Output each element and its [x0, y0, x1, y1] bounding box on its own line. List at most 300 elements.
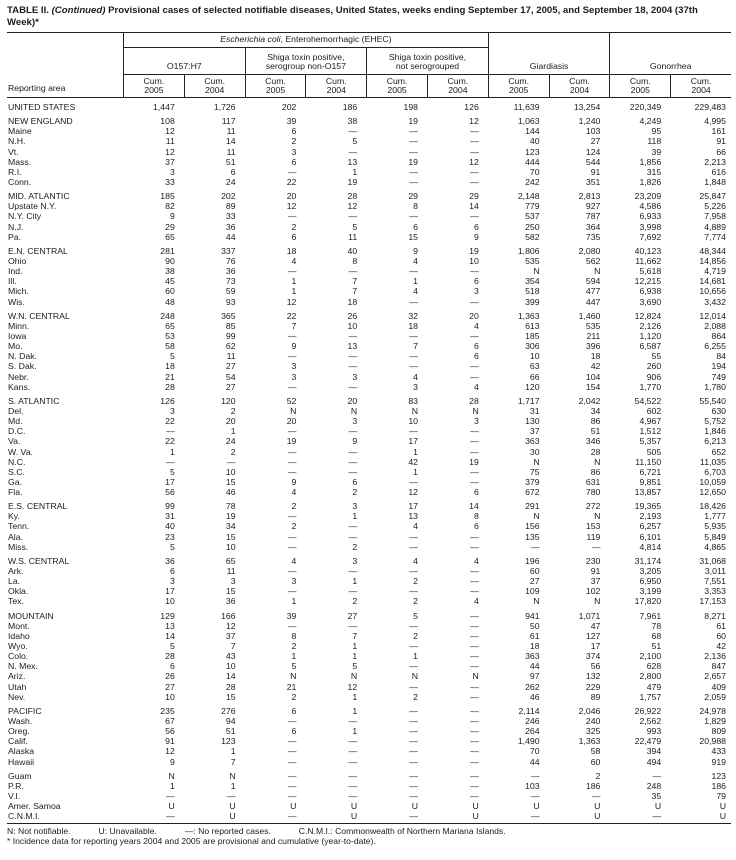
value-cell: —: [470, 641, 479, 652]
value-cell: 260: [646, 361, 662, 372]
value-cell: 40: [529, 136, 540, 147]
value-cell: 248: [160, 310, 175, 321]
value-cell: —: [287, 780, 297, 791]
value-cell: 55: [651, 351, 662, 362]
value-cell: 126: [464, 102, 479, 112]
area-cell: Okla.: [8, 586, 29, 597]
value-cell: 494: [646, 756, 662, 767]
value-cell: 18: [347, 296, 358, 307]
value-cell: —: [348, 746, 358, 757]
column-header-cum-8: Cum. 2004: [549, 75, 610, 97]
value-cell: 26: [165, 671, 175, 682]
value-cell: 6: [473, 351, 479, 362]
value-cell: 6,950: [639, 576, 662, 587]
region-block: [7, 116, 731, 187]
value-cell: 13,254: [573, 102, 601, 112]
value-cell: 6: [413, 221, 418, 232]
value-cell: —: [348, 361, 358, 372]
table-row: [7, 276, 731, 286]
value-cell: —: [348, 266, 358, 277]
value-cell: 196: [525, 555, 540, 566]
value-cell: 10,059: [699, 476, 726, 487]
value-cell: 20: [225, 416, 236, 427]
value-cell: 103: [525, 780, 540, 791]
value-cell: 11: [226, 146, 236, 157]
value-cell: —: [470, 681, 479, 692]
value-cell: 50: [529, 620, 540, 631]
shiga-non-o157-line2: serogroup non-O157: [265, 61, 346, 72]
table-row: [7, 746, 731, 756]
value-cell: —: [287, 811, 297, 822]
table-row: [7, 321, 731, 331]
table-row: [7, 222, 731, 232]
value-cell: 27: [225, 381, 236, 392]
value-cell: —: [470, 176, 479, 187]
value-cell: —: [409, 266, 418, 277]
value-cell: 1,240: [578, 116, 601, 127]
value-cell: 2,100: [639, 651, 662, 662]
value-cell: 847: [711, 661, 726, 672]
value-cell: 1: [291, 596, 297, 607]
area-cell: D.C.: [8, 426, 26, 437]
value-cell: 1,780: [704, 381, 726, 392]
value-cell: 19: [286, 436, 297, 447]
value-cell: 1,846: [704, 426, 726, 437]
value-cell: 5: [352, 661, 358, 672]
value-cell: 186: [585, 780, 601, 791]
area-cell: Iowa: [8, 330, 27, 341]
value-cell: 14: [165, 630, 175, 641]
value-cell: 4: [473, 555, 479, 566]
value-cell: 202: [221, 191, 236, 202]
value-cell: 4: [291, 555, 297, 566]
table-row: [7, 682, 731, 692]
value-cell: 12,215: [634, 276, 662, 287]
value-cell: 42: [408, 456, 418, 467]
value-cell: 672: [525, 487, 540, 498]
value-cell: 12,824: [634, 310, 662, 321]
value-cell: 6: [291, 705, 297, 716]
value-cell: 1,363: [578, 736, 601, 747]
value-cell: —: [409, 791, 418, 801]
value-cell: 102: [585, 586, 601, 597]
table-row: [7, 671, 731, 681]
value-cell: 2: [413, 596, 418, 607]
value-cell: 8: [473, 511, 479, 522]
value-cell: 4,249: [639, 116, 662, 127]
value-cell: 2,213: [704, 156, 726, 167]
value-cell: —: [287, 511, 297, 522]
value-cell: N: [594, 511, 601, 522]
value-cell: 7: [230, 756, 236, 767]
value-cell: 53: [165, 330, 175, 341]
value-cell: —: [409, 780, 418, 791]
value-cell: —: [409, 211, 418, 222]
value-cell: 2: [291, 136, 297, 147]
area-cell: W.S. CENTRAL: [8, 555, 70, 566]
table-row: [7, 487, 731, 497]
value-cell: 5: [169, 351, 175, 362]
column-header-cum-3: Cum. 2005: [245, 75, 306, 97]
value-cell: 17: [590, 641, 601, 652]
value-cell: 10: [347, 320, 358, 331]
value-cell: 6: [291, 126, 297, 137]
table-row: [7, 771, 731, 781]
value-cell: 2,813: [578, 191, 601, 202]
area-cell: P.R.: [8, 780, 24, 791]
value-cell: 1: [230, 780, 236, 791]
value-cell: —: [409, 566, 418, 577]
value-cell: 9: [413, 245, 418, 256]
value-cell: —: [287, 620, 297, 631]
value-cell: 117: [221, 116, 236, 127]
value-cell: —: [470, 610, 479, 621]
area-cell: Alaska: [8, 746, 35, 757]
value-cell: —: [348, 521, 358, 532]
value-cell: 363: [525, 651, 540, 662]
table-title: [7, 5, 729, 28]
value-cell: 5,226: [704, 201, 726, 212]
o157h7-label: O157:H7: [166, 61, 202, 72]
value-cell: 56: [165, 726, 175, 737]
value-cell: 7,551: [704, 576, 726, 587]
value-cell: 1,726: [213, 102, 236, 112]
value-cell: —: [409, 641, 418, 652]
value-cell: 1,460: [578, 310, 601, 321]
value-cell: 40: [165, 521, 175, 532]
column-group-ehec: [123, 33, 488, 48]
value-cell: 186: [711, 780, 726, 791]
region-block: [7, 706, 731, 767]
value-cell: —: [287, 466, 297, 477]
area-cell: Ariz.: [8, 671, 26, 682]
value-cell: 1: [352, 576, 358, 587]
value-cell: 5: [169, 541, 175, 552]
table-row: [7, 556, 731, 566]
value-cell: 780: [585, 487, 601, 498]
column-header-cum-1: Cum. 2005: [123, 75, 184, 97]
region-block: [7, 311, 731, 392]
value-cell: 6: [169, 661, 175, 672]
value-cell: N: [472, 405, 479, 416]
value-cell: U: [350, 801, 358, 812]
value-cell: 3: [352, 501, 358, 512]
area-cell: N.C.: [8, 456, 26, 467]
value-cell: 447: [585, 296, 601, 307]
column-header-reporting-area: Reporting area: [8, 83, 66, 93]
value-cell: —: [226, 456, 236, 467]
table-row: [7, 126, 731, 136]
table-row: [7, 457, 731, 467]
column-group-o157h7: [123, 48, 245, 75]
value-cell: 45: [165, 276, 175, 287]
table-row: [7, 467, 731, 477]
value-cell: 39: [286, 116, 297, 127]
value-cell: 8: [291, 630, 297, 641]
region-block: [7, 191, 731, 242]
value-cell: 20: [469, 310, 479, 321]
value-cell: 3,690: [639, 296, 662, 307]
value-cell: —: [287, 211, 297, 222]
value-cell: —: [470, 266, 479, 277]
area-cell: Ala.: [8, 531, 23, 542]
value-cell: 123: [221, 736, 236, 747]
value-cell: 60: [716, 630, 726, 641]
value-cell: 6,721: [639, 466, 662, 477]
area-cell: V.I.: [8, 791, 21, 801]
value-cell: —: [348, 620, 358, 631]
value-cell: 104: [585, 371, 601, 382]
value-cell: 39: [286, 610, 297, 621]
table-row: [7, 102, 731, 112]
table-row: [7, 246, 731, 256]
value-cell: 22: [286, 310, 297, 321]
value-cell: —: [287, 791, 297, 801]
value-cell: N: [594, 456, 601, 467]
value-cell: —: [470, 726, 479, 737]
value-cell: —: [470, 446, 479, 457]
table-row: [7, 511, 731, 521]
value-cell: 1: [352, 166, 358, 177]
value-cell: 272: [585, 501, 601, 512]
value-cell: 124: [585, 146, 601, 157]
value-cell: 15: [225, 586, 236, 597]
value-cell: 5,357: [639, 436, 662, 447]
value-cell: —: [530, 811, 540, 822]
value-cell: 6: [473, 521, 479, 532]
value-cell: —: [470, 705, 479, 716]
value-cell: 1: [230, 426, 236, 437]
value-cell: 7,774: [704, 231, 726, 242]
value-cell: 21: [165, 371, 175, 382]
table-row: [7, 532, 731, 542]
value-cell: 6,703: [704, 466, 726, 477]
region-block: [7, 611, 731, 702]
value-cell: 118: [647, 136, 662, 147]
value-cell: 120: [525, 381, 540, 392]
value-cell: 229,483: [694, 102, 726, 112]
value-cell: 363: [525, 436, 540, 447]
table-row: [7, 351, 731, 361]
region-block: [7, 771, 731, 822]
table-row: [7, 116, 731, 126]
value-cell: 37: [225, 630, 236, 641]
table-row: [7, 791, 731, 801]
value-cell: —: [166, 811, 175, 822]
value-cell: —: [287, 381, 297, 392]
value-cell: 31,174: [634, 555, 662, 566]
value-cell: 47: [590, 620, 601, 631]
value-cell: 242: [525, 176, 540, 187]
value-cell: 46: [529, 691, 540, 702]
value-cell: 3: [230, 576, 236, 587]
value-cell: 12: [469, 156, 479, 167]
value-cell: 51: [651, 641, 662, 652]
value-cell: N: [290, 671, 297, 682]
value-cell: 44: [529, 756, 540, 767]
area-cell: Mass.: [8, 156, 32, 167]
value-cell: 230: [585, 555, 601, 566]
value-cell: —: [470, 770, 479, 781]
value-cell: 3: [291, 146, 297, 157]
value-cell: N: [350, 405, 358, 416]
area-cell: E.N. CENTRAL: [8, 245, 68, 256]
value-cell: 9,851: [639, 476, 662, 487]
value-cell: 2: [291, 641, 297, 652]
value-cell: 28: [165, 381, 175, 392]
value-cell: 7,692: [639, 231, 662, 242]
value-cell: 2,193: [639, 511, 662, 522]
value-cell: 19: [469, 245, 479, 256]
value-cell: 202: [281, 102, 297, 112]
value-cell: 8: [352, 255, 358, 266]
column-group-shiga-not-serogrouped: [366, 48, 488, 75]
value-cell: 11: [226, 126, 236, 137]
value-cell: 518: [525, 286, 540, 297]
value-cell: 13,857: [634, 487, 662, 498]
value-cell: 26,922: [634, 705, 662, 716]
value-cell: —: [348, 446, 358, 457]
value-cell: 99: [165, 501, 175, 512]
value-cell: 32: [408, 310, 418, 321]
giardiasis-label: Giardiasis: [529, 61, 569, 72]
value-cell: 1,120: [639, 330, 662, 341]
region-block: [7, 501, 731, 552]
value-cell: N: [472, 671, 479, 682]
area-cell: Amer. Samoa: [8, 801, 61, 812]
value-cell: —: [409, 811, 418, 822]
value-cell: 6,938: [639, 286, 662, 297]
value-cell: 4: [413, 371, 418, 382]
value-cell: 67: [165, 716, 175, 727]
value-cell: 1: [291, 276, 297, 287]
value-cell: 19: [225, 511, 236, 522]
value-cell: —: [470, 166, 479, 177]
column-header-cum-9: Cum. 2005: [609, 75, 670, 97]
value-cell: 631: [585, 476, 601, 487]
table-row: [7, 566, 731, 576]
value-cell: —: [530, 541, 540, 552]
table-row: [7, 586, 731, 596]
table-row: [7, 256, 731, 266]
value-cell: 2,042: [578, 395, 601, 406]
value-cell: 1: [352, 641, 358, 652]
value-cell: 2,657: [704, 671, 726, 682]
value-cell: 262: [525, 681, 540, 692]
value-cell: 135: [525, 531, 540, 542]
value-cell: 594: [585, 276, 601, 287]
area-cell: NEW ENGLAND: [8, 116, 73, 127]
value-cell: 97: [529, 671, 540, 682]
value-cell: —: [470, 566, 479, 577]
value-cell: U: [594, 801, 601, 812]
value-cell: 6,213: [704, 436, 726, 447]
value-cell: 4,586: [639, 201, 662, 212]
area-cell: Utah: [8, 681, 27, 692]
value-cell: 65: [225, 555, 236, 566]
value-cell: —: [287, 746, 297, 757]
value-cell: 185: [525, 330, 540, 341]
value-cell: 3: [169, 166, 175, 177]
column-group-shiga-non-o157: [245, 48, 367, 75]
value-cell: 906: [646, 371, 662, 382]
value-cell: 6: [473, 276, 479, 287]
value-cell: 54: [225, 371, 236, 382]
value-cell: 5: [352, 136, 358, 147]
value-cell: 652: [711, 446, 726, 457]
value-cell: 31: [529, 405, 540, 416]
value-cell: 264: [525, 726, 540, 737]
legend-not-notifiable: N: Not notifiable.: [7, 825, 71, 836]
value-cell: —: [470, 330, 479, 341]
value-cell: 4: [473, 381, 479, 392]
value-cell: —: [470, 531, 479, 542]
table-row: [7, 611, 731, 621]
table-row: [7, 396, 731, 406]
value-cell: 29: [469, 191, 479, 202]
region-block: [7, 396, 731, 497]
value-cell: 809: [711, 726, 726, 737]
value-cell: —: [409, 136, 418, 147]
table-row: [7, 191, 731, 201]
value-cell: 616: [711, 166, 726, 177]
table-row: [7, 781, 731, 791]
value-cell: —: [470, 630, 479, 641]
value-cell: 13: [408, 511, 418, 522]
value-cell: —: [348, 146, 358, 157]
value-cell: 46: [225, 487, 236, 498]
value-cell: 2: [291, 221, 297, 232]
value-cell: 10: [225, 541, 236, 552]
value-cell: 2,136: [704, 651, 726, 662]
area-cell: N.J.: [8, 221, 24, 232]
value-cell: 3: [473, 416, 479, 427]
value-cell: 65: [165, 320, 175, 331]
value-cell: 409: [711, 681, 726, 692]
value-cell: 12: [165, 146, 175, 157]
value-cell: 27: [529, 576, 540, 587]
table-row: [7, 286, 731, 296]
value-cell: 15: [225, 476, 236, 487]
value-cell: 28: [347, 191, 358, 202]
value-cell: 19: [408, 156, 418, 167]
region-block: [7, 556, 731, 607]
value-cell: 25,847: [699, 191, 726, 202]
value-cell: 13: [165, 620, 175, 631]
value-cell: 1: [352, 705, 358, 716]
value-cell: —: [470, 466, 479, 477]
value-cell: N: [290, 405, 297, 416]
value-cell: 602: [646, 405, 662, 416]
value-cell: 433: [711, 746, 726, 757]
value-cell: 66: [716, 146, 726, 157]
value-cell: 27: [165, 681, 175, 692]
table-title-text: Provisional cases of selected notifiable diseases, United States, weeks ending September 17, 2005, and September 18, 2004 (37th Week)*: [7, 5, 698, 28]
value-cell: 91: [716, 136, 726, 147]
value-cell: —: [348, 456, 358, 467]
value-cell: U: [719, 811, 726, 822]
value-cell: —: [409, 146, 418, 157]
value-cell: 864: [711, 330, 726, 341]
value-cell: 132: [585, 671, 601, 682]
value-cell: 75: [529, 466, 540, 477]
shiga-non-o157-line1: Shiga toxin positive,: [267, 51, 345, 62]
value-cell: 7,958: [704, 211, 726, 222]
value-cell: 15: [408, 231, 418, 242]
table-row: [7, 757, 731, 767]
value-cell: 99: [225, 330, 236, 341]
value-cell: 17: [408, 501, 418, 512]
